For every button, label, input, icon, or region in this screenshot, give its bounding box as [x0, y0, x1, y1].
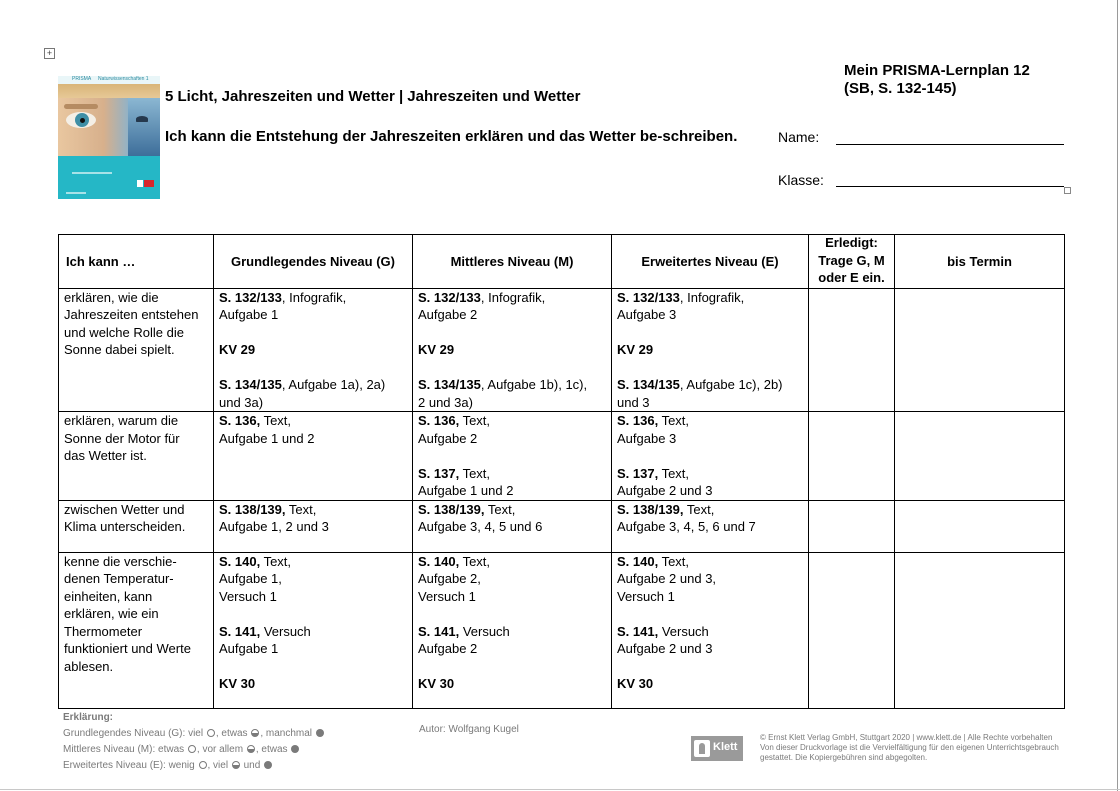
circle-half-icon: [251, 729, 259, 737]
plan-title-line2: (SB, S. 132-145): [844, 80, 957, 97]
copyright-notice: © Ernst Klett Verlag GmbH, Stuttgart 2020 | www.klett.de | Alle Rechte vorbehalten Von dieser Druckvorlage ist die Vervielfältigung für den eigenen Unterrichtsgebrauch gestattet. Die Kopiergebühren sind abgegolten.: [760, 733, 1059, 762]
header-advanced-level: Erweitertes Niveau (E): [612, 235, 809, 289]
plan-title: [844, 62, 1030, 98]
advanced-cell: S. 132/133, Infografik, Aufgabe 3 KV 29 S. 134/135, Aufgabe 1c), 2b) und 3: [612, 288, 809, 412]
header-deadline: bis Termin: [895, 235, 1065, 289]
deadline-cell[interactable]: [895, 552, 1065, 708]
legend-basic: Grundlegendes Niveau (G): viel , etwas , manchmal: [63, 726, 325, 742]
deadline-cell[interactable]: [895, 288, 1065, 412]
circle-empty-icon: [199, 761, 207, 769]
cover-series: Naturwissenschaften 1: [98, 76, 149, 82]
table-row: [59, 500, 1065, 552]
circle-half-icon: [247, 745, 255, 753]
basic-cell: S. 136, Text, Aufgabe 1 und 2: [214, 412, 413, 501]
klett-logo: Klett: [691, 736, 743, 761]
deadline-cell[interactable]: [895, 412, 1065, 501]
circle-empty-icon: [188, 745, 196, 753]
done-cell[interactable]: [809, 412, 895, 501]
table-row: [59, 288, 1065, 412]
author: Autor: Wolfgang Kugel: [419, 724, 519, 735]
learning-goal: Ich kann die Entstehung der Jahreszeiten erklären und das Wetter be-schreiben.: [165, 128, 738, 145]
header-basic-level: Grundlegendes Niveau (G): [214, 235, 413, 289]
medium-cell: S. 136, Text, Aufgabe 2 S. 137, Text, Aufgabe 1 und 2: [413, 412, 612, 501]
medium-cell: S. 138/139, Text, Aufgabe 3, 4, 5 und 6: [413, 500, 612, 552]
advanced-cell: S. 138/139, Text, Aufgabe 3, 4, 5, 6 und 7: [612, 500, 809, 552]
name-label: Name:: [778, 129, 820, 145]
circle-full-icon: [264, 761, 272, 769]
legend-advanced: Erweitertes Niveau (E): wenig , viel und: [63, 758, 325, 774]
plan-title-line1: Mein PRISMA-Lernplan 12: [844, 62, 1030, 79]
circle-full-icon: [316, 729, 324, 737]
table-move-handle-icon[interactable]: +: [44, 48, 55, 59]
circle-full-icon: [291, 745, 299, 753]
advanced-cell: S. 136, Text, Aufgabe 3 S. 137, Text, Aufgabe 2 und 3: [612, 412, 809, 501]
legend-title: Erklärung:: [63, 712, 114, 723]
name-field[interactable]: [836, 144, 1064, 145]
legend: [63, 710, 325, 774]
circle-empty-icon: [207, 729, 215, 737]
medium-cell: S. 140, Text, Aufgabe 2, Versuch 1 S. 141, Versuch Aufgabe 2 KV 30: [413, 552, 612, 708]
can-cell: erklären, warum die Sonne der Motor für das Wetter ist.: [59, 412, 214, 501]
header-can: Ich kann …: [59, 235, 214, 289]
can-cell: kenne die verschie- denen Temperatur- einheiten, kann erklären, wie ein Thermometer funktioniert und Werte ablesen.: [59, 552, 214, 708]
header-medium-level: Mittleres Niveau (M): [413, 235, 612, 289]
cover-eye-photo: [58, 84, 160, 156]
done-cell[interactable]: [809, 500, 895, 552]
cover-brand: PRISMA: [72, 76, 92, 82]
basic-cell: S. 140, Text, Aufgabe 1, Versuch 1 S. 141, Versuch Aufgabe 1 KV 30: [214, 552, 413, 708]
klett-cover-logo-icon: [144, 180, 154, 187]
done-cell[interactable]: [809, 288, 895, 412]
basic-cell: S. 132/133, Infografik, Aufgabe 1 KV 29 S. 134/135, Aufgabe 1a), 2a) und 3a): [214, 288, 413, 412]
basic-cell: S. 138/139, Text, Aufgabe 1, 2 und 3: [214, 500, 413, 552]
chapter-title: 5 Licht, Jahreszeiten und Wetter | Jahreszeiten und Wetter: [165, 88, 581, 105]
resize-handle-icon[interactable]: [1064, 187, 1071, 194]
deadline-cell[interactable]: [895, 500, 1065, 552]
table-header-row: [59, 235, 1065, 289]
table-row: [59, 412, 1065, 501]
circle-half-icon: [232, 761, 240, 769]
class-field[interactable]: [836, 186, 1064, 187]
can-cell: zwischen Wetter und Klima unterscheiden.: [59, 500, 214, 552]
header-done: Erledigt: Trage G, M oder E ein.: [809, 235, 895, 289]
bird-icon: [136, 116, 148, 122]
advanced-cell: S. 140, Text, Aufgabe 2 und 3, Versuch 1 S. 141, Versuch Aufgabe 2 und 3 KV 30: [612, 552, 809, 708]
book-cover-image: [58, 76, 160, 199]
page-edge: [1117, 0, 1118, 791]
table-row: [59, 552, 1065, 708]
klett-mark-icon: [694, 740, 710, 757]
medium-cell: S. 132/133, Infografik, Aufgabe 2 KV 29 S. 134/135, Aufgabe 1b), 1c), 2 und 3a): [413, 288, 612, 412]
done-cell[interactable]: [809, 552, 895, 708]
legend-medium: Mittleres Niveau (M): etwas , vor allem , etwas: [63, 742, 325, 758]
page-edge-bottom: [0, 789, 1120, 790]
class-label: Klasse:: [778, 172, 824, 188]
can-cell: erklären, wie die Jahreszeiten entstehen und welche Rolle die Sonne dabei spielt.: [59, 288, 214, 412]
learning-plan-table: [58, 234, 1065, 709]
